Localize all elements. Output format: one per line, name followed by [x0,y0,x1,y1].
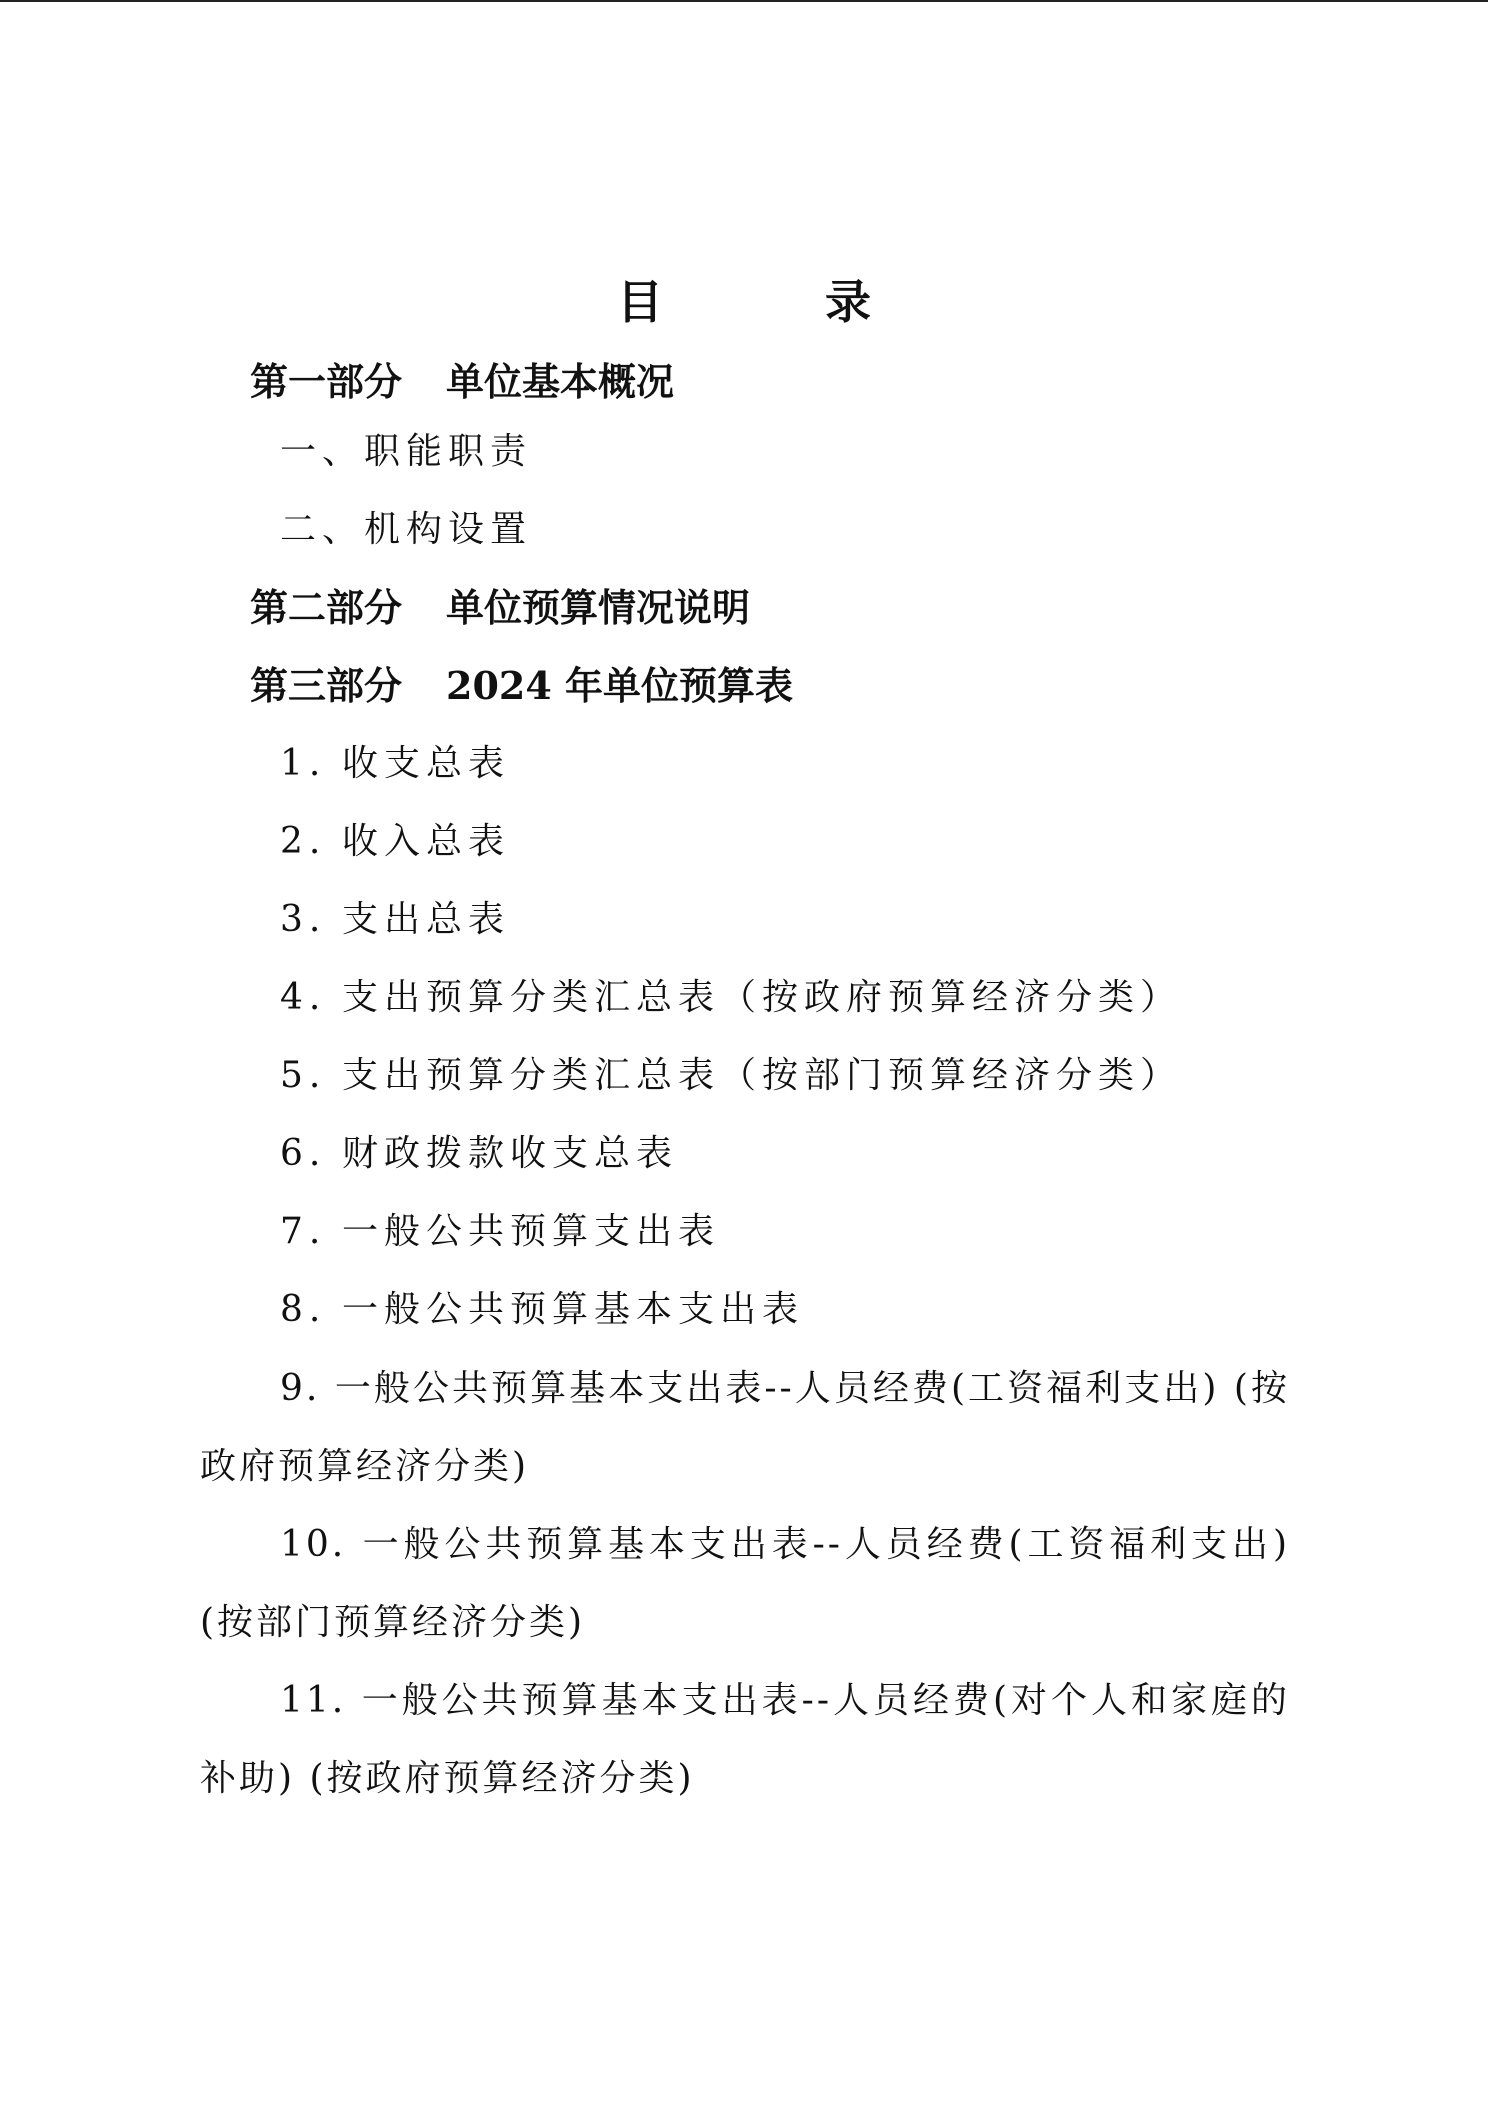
toc-part-1[interactable] [250,358,674,406]
part-label: 第三部分 [250,663,403,708]
item-number: 3. [280,899,327,940]
toc-item-2[interactable] [280,818,510,866]
item-text: 支出总表 [342,899,511,940]
part-label: 第二部分 [250,585,403,630]
toc-section-2[interactable]: 二、机构设置 [280,509,533,550]
toc-item-3[interactable] [280,896,510,944]
part-label: 第一部分 [250,359,403,404]
part-text: 单位预算情况说明 [446,585,751,630]
item-text: 财政拨款收支总表 [342,1133,679,1174]
item-number: 4. [280,977,327,1018]
item-text: 收支总表 [342,743,511,784]
item-text: 支出预算分类汇总表（按政府预算经济分类） [342,977,1183,1018]
item-text: 一般公共预算基本支出表 [342,1289,805,1330]
page-top-border [0,0,1488,2]
toc-title: 目 录 [617,275,929,329]
item-number: 1. [280,743,327,784]
item-number: 5. [280,1055,327,1096]
toc-item-5[interactable] [280,1052,1182,1100]
toc-item-8[interactable] [280,1286,804,1334]
toc-item-10[interactable]: 10. 一般公共预算基本支出表--人员经费(工资福利支出) (按部门预算经济分类) [200,1524,1290,1643]
toc-item-11[interactable]: 11. 一般公共预算基本支出表--人员经费(对个人和家庭的补助) (按政府预算经济分类) [200,1680,1290,1799]
toc-part-2[interactable] [250,584,750,632]
toc-item-4[interactable] [280,974,1182,1022]
item-number: 2. [280,821,327,862]
part-text: 2024 年单位预算表 [446,663,794,708]
toc-item-7[interactable] [280,1208,720,1256]
toc-item-1[interactable] [280,740,510,788]
toc-part-3[interactable] [250,662,793,710]
item-text: 一般公共预算支出表 [342,1211,721,1252]
item-number: 8. [280,1289,327,1330]
toc-item-9[interactable]: 9. 一般公共预算基本支出表--人员经费(工资福利支出) (按政府预算经济分类) [200,1368,1290,1487]
toc-section-1[interactable]: 一、职能职责 [280,431,533,472]
item-text: 支出预算分类汇总表（按部门预算经济分类） [342,1055,1183,1096]
part-text: 单位基本概况 [446,359,675,404]
item-number: 6. [280,1133,327,1174]
item-number: 7. [280,1211,327,1252]
toc-item-6[interactable] [280,1130,678,1178]
item-text: 收入总表 [342,821,511,862]
